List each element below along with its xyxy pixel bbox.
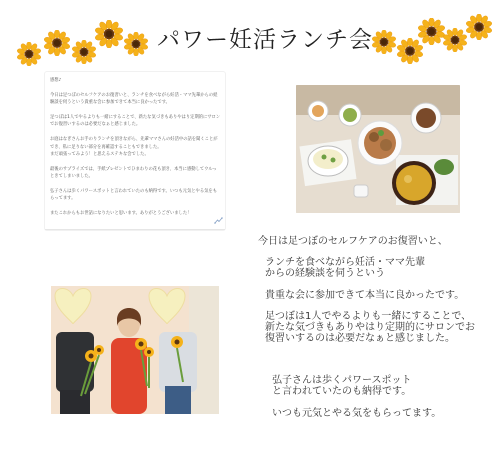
text-p2-l1: 貴重な会に参加できて本当に良かったです。 [265,290,465,301]
text-p3-l1: 足つぼは1人でやるよりも一緒にすることで、 [265,311,472,322]
impression-card [45,72,225,230]
sunflower-icon [95,20,123,48]
share-icon[interactable] [214,217,223,224]
text-p5-l1: いつも元気とやる気をもらってます。 [272,408,442,419]
card-text-line: お庭はなぎさんお手のりランチを頂きながら、先輩ママさんの妊活中の話を聞くことが [50,137,218,143]
card-text-line: でお復習いするのは必要だなぁと感じました。 [50,122,141,128]
text-p4-l1: 弘子さんは歩くパワースポット [272,375,412,386]
card-text-line: 最後のサプライズでは、手紙プレゼントでひまわりの花も頂き、本当に感動してウルっ [50,166,217,172]
divider [45,229,225,230]
sunflower-icon [17,42,41,66]
card-text-line: でき、私に足りない部分を再確認することもできました。 [50,144,162,150]
text-p3-l2: 新たな気づきもありやはり定期的にサロンでお [265,322,475,333]
sunflower-icon [44,30,70,56]
lunch-photo [296,85,460,213]
sunflower-icon [72,40,96,64]
text-p1-l2: ランチを食べながら妊活・ママ先輩 [265,257,425,268]
card-text-line: 今日は足つぼのセルフケアのお復習いと、ランチを食べながら妊活・ママ先輩からの経 [50,92,218,98]
card-text-line: 弘子さんは歩くパワースポットと言われていたのも納得です。いつも元気とやる気をも [50,189,218,194]
text-p1-l1: 今日は足つぼのセルフケアのお復習いと、 [258,236,448,247]
card-text-line: 験談を伺うという貴重な会に参加できて本当に良かったです。 [50,100,170,106]
card-text-line: 足つぼは1人でやるよりも一緒にすることで、新たな気づきもありやはり定期的にサロン [50,115,221,120]
card-text-line: らってます。 [50,196,76,202]
card-text-line: ときてしまいました。 [50,174,93,180]
text-p1-l3: からの経験談を伺うという [265,268,385,279]
card-text-line: またこれからもお世話になりたいと思います。ありがとうございました！ [50,211,192,217]
text-p3-l3: 復習いするのは必要だなぁと感じました。 [265,333,455,344]
group-photo [51,286,219,414]
card-text-line: 感想♪ [50,78,62,83]
card-text-line: まだ頑張ってみよう！と思えるステキな会でした。 [50,152,149,157]
sunflower-icon [443,28,467,52]
text-p4-l2: と言われていたのも納得です。 [272,386,412,397]
sunflower-icon [124,32,148,56]
sunflower-icon [418,18,445,45]
sunflower-icon [466,14,492,40]
page-title: パワー妊活ランチ会 [157,26,373,53]
